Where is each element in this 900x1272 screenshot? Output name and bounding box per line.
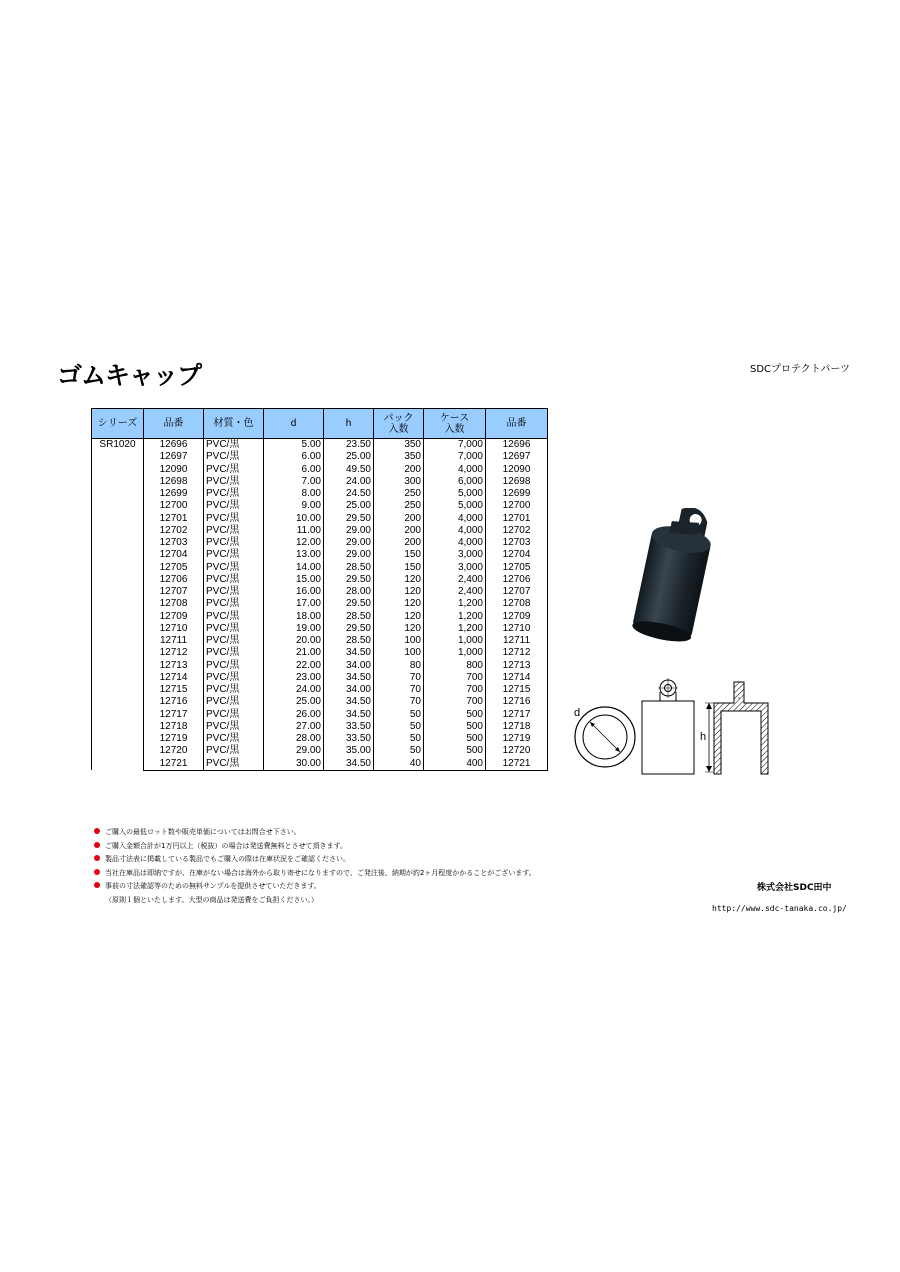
table-cell: PVC/黒 xyxy=(204,537,264,549)
table-cell: 6.00 xyxy=(264,464,324,476)
table-cell: 70 xyxy=(374,672,424,684)
table-cell: 12698 xyxy=(144,476,204,488)
red-dot-icon xyxy=(94,855,100,861)
table-cell: 30.00 xyxy=(264,758,324,771)
table-cell: 120 xyxy=(374,623,424,635)
table-cell: 12706 xyxy=(486,574,548,586)
spec-table xyxy=(91,408,548,771)
table-cell: 12719 xyxy=(144,733,204,745)
table-row xyxy=(92,660,548,672)
table-cell: 3,000 xyxy=(424,549,486,561)
table-cell: 1,000 xyxy=(424,635,486,647)
red-dot-icon xyxy=(94,869,100,875)
table-cell: 24.50 xyxy=(324,488,374,500)
table-cell: 12715 xyxy=(486,684,548,696)
table-cell: 7,000 xyxy=(424,451,486,463)
table-cell: 34.50 xyxy=(324,696,374,708)
table-cell: 12716 xyxy=(144,696,204,708)
table-cell: 100 xyxy=(374,635,424,647)
table-cell: 18.00 xyxy=(264,611,324,623)
table-row xyxy=(92,586,548,598)
table-cell: 500 xyxy=(424,745,486,757)
table-cell: 500 xyxy=(424,709,486,721)
table-cell: 50 xyxy=(374,721,424,733)
table-cell: 12703 xyxy=(144,537,204,549)
table-row xyxy=(92,733,548,745)
table-cell: 700 xyxy=(424,696,486,708)
table-cell: 500 xyxy=(424,733,486,745)
table-row xyxy=(92,525,548,537)
column-header: 材質・色 xyxy=(204,409,264,439)
table-cell: 12700 xyxy=(486,500,548,512)
table-cell: PVC/黒 xyxy=(204,745,264,757)
note-item: 製品寸法表に掲載している製品でもご購入の際は在庫状況をご確認ください。 xyxy=(94,853,536,867)
table-cell: PVC/黒 xyxy=(204,549,264,561)
table-cell: PVC/黒 xyxy=(204,611,264,623)
table-cell: 12717 xyxy=(144,709,204,721)
table-row xyxy=(92,574,548,586)
section-view xyxy=(714,682,768,774)
table-cell: 12720 xyxy=(486,745,548,757)
table-cell: PVC/黒 xyxy=(204,684,264,696)
table-cell: PVC/黒 xyxy=(204,733,264,745)
table-row xyxy=(92,721,548,733)
table-cell: 25.00 xyxy=(324,500,374,512)
table-cell: PVC/黒 xyxy=(204,709,264,721)
table-cell: PVC/黒 xyxy=(204,513,264,525)
table-cell: 23.50 xyxy=(324,439,374,452)
table-cell: 27.00 xyxy=(264,721,324,733)
table-cell: 50 xyxy=(374,733,424,745)
column-header: シリーズ xyxy=(92,409,144,439)
table-cell: 12707 xyxy=(144,586,204,598)
table-row xyxy=(92,439,548,452)
table-cell: 34.50 xyxy=(324,758,374,771)
product-photo xyxy=(615,508,725,650)
red-dot-icon xyxy=(94,882,100,888)
table-cell: 33.50 xyxy=(324,721,374,733)
note-item: 当社在庫品は即納ですが、在庫がない場合は海外から取り寄せになりますので、ご発注後、納期が約2ヶ月程度かかることがございます。 xyxy=(94,867,536,881)
table-cell: 700 xyxy=(424,672,486,684)
table-cell: 40 xyxy=(374,758,424,771)
table-cell: 12709 xyxy=(486,611,548,623)
table-row xyxy=(92,709,548,721)
note-item: 事前の寸法確認等のための無料サンプルを提供させていただきます。 xyxy=(94,880,536,894)
series-cell: SR1020 xyxy=(92,439,144,771)
table-cell: 25.00 xyxy=(324,451,374,463)
company-name: 株式会社SDC田中 xyxy=(757,883,832,893)
table-cell: 15.00 xyxy=(264,574,324,586)
table-cell: 12716 xyxy=(486,696,548,708)
table-cell: PVC/黒 xyxy=(204,647,264,659)
table-cell: 12719 xyxy=(486,733,548,745)
table-cell: 12704 xyxy=(486,549,548,561)
table-row xyxy=(92,684,548,696)
table-cell: 17.00 xyxy=(264,598,324,610)
table-cell: 12707 xyxy=(486,586,548,598)
table-cell: 28.50 xyxy=(324,611,374,623)
table-cell: 1,200 xyxy=(424,623,486,635)
table-cell: 5,000 xyxy=(424,488,486,500)
table-cell: 12714 xyxy=(486,672,548,684)
table-row xyxy=(92,537,548,549)
table-cell: PVC/黒 xyxy=(204,623,264,635)
table-cell: 29.00 xyxy=(324,549,374,561)
table-row xyxy=(92,451,548,463)
table-cell: 350 xyxy=(374,439,424,452)
table-cell: 12721 xyxy=(486,758,548,771)
table-row xyxy=(92,562,548,574)
table-cell: 12703 xyxy=(486,537,548,549)
table-cell: 12712 xyxy=(144,647,204,659)
table-cell: PVC/黒 xyxy=(204,562,264,574)
column-header: h xyxy=(324,409,374,439)
table-row xyxy=(92,488,548,500)
table-cell: 20.00 xyxy=(264,635,324,647)
table-cell: 2,400 xyxy=(424,574,486,586)
table-cell: PVC/黒 xyxy=(204,464,264,476)
table-cell: 1,200 xyxy=(424,598,486,610)
table-cell: 29.00 xyxy=(324,537,374,549)
table-cell: 1,200 xyxy=(424,611,486,623)
column-header: 品番 xyxy=(144,409,204,439)
table-cell: 200 xyxy=(374,513,424,525)
page-title: ゴムキャップ xyxy=(57,361,202,390)
note-item: ご購入の最低ロット数や販売単価についてはお問合せ下さい。 xyxy=(94,826,536,840)
table-cell: 12697 xyxy=(144,451,204,463)
table-cell: 12698 xyxy=(486,476,548,488)
table-cell: PVC/黒 xyxy=(204,635,264,647)
table-row xyxy=(92,500,548,512)
table-cell: 12697 xyxy=(486,451,548,463)
table-cell: PVC/黒 xyxy=(204,525,264,537)
table-cell: PVC/黒 xyxy=(204,574,264,586)
table-cell: PVC/黒 xyxy=(204,721,264,733)
table-cell: 12721 xyxy=(144,758,204,771)
table-row xyxy=(92,549,548,561)
table-cell: 12702 xyxy=(486,525,548,537)
table-row xyxy=(92,476,548,488)
table-cell: 12710 xyxy=(486,623,548,635)
table-cell: PVC/黒 xyxy=(204,598,264,610)
table-cell: 4,000 xyxy=(424,513,486,525)
table-cell: 80 xyxy=(374,660,424,672)
table-cell: 12702 xyxy=(144,525,204,537)
table-cell: 16.00 xyxy=(264,586,324,598)
side-view xyxy=(642,678,694,774)
table-cell: 300 xyxy=(374,476,424,488)
table-cell: 500 xyxy=(424,721,486,733)
table-cell: 1,000 xyxy=(424,647,486,659)
column-header: パック 入数 xyxy=(374,409,424,439)
table-cell: 34.50 xyxy=(324,672,374,684)
table-cell: 6,000 xyxy=(424,476,486,488)
table-cell: 34.50 xyxy=(324,709,374,721)
table-cell: 12696 xyxy=(486,439,548,452)
table-cell: 5.00 xyxy=(264,439,324,452)
table-row xyxy=(92,611,548,623)
table-cell: 29.50 xyxy=(324,623,374,635)
table-cell: 6.00 xyxy=(264,451,324,463)
table-cell: 4,000 xyxy=(424,464,486,476)
table-cell: 22.00 xyxy=(264,660,324,672)
table-row xyxy=(92,745,548,757)
table-cell: 3,000 xyxy=(424,562,486,574)
table-cell: 100 xyxy=(374,647,424,659)
d-label: d xyxy=(574,707,581,719)
table-cell: PVC/黒 xyxy=(204,660,264,672)
table-cell: 4,000 xyxy=(424,525,486,537)
table-row xyxy=(92,598,548,610)
table-cell: 34.00 xyxy=(324,660,374,672)
website-link[interactable]: http://www.sdc-tanaka.co.jp/ xyxy=(712,904,847,913)
column-header: ケース 入数 xyxy=(424,409,486,439)
table-cell: 28.00 xyxy=(264,733,324,745)
table-row xyxy=(92,513,548,525)
table-cell: 49.50 xyxy=(324,464,374,476)
table-cell: 5,000 xyxy=(424,500,486,512)
table-cell: 12701 xyxy=(144,513,204,525)
table-cell: 800 xyxy=(424,660,486,672)
table-cell: 29.50 xyxy=(324,513,374,525)
table-cell: 21.00 xyxy=(264,647,324,659)
table-cell: 12699 xyxy=(144,488,204,500)
table-cell: 200 xyxy=(374,537,424,549)
table-cell: 120 xyxy=(374,611,424,623)
table-cell: 29.50 xyxy=(324,598,374,610)
table-cell: PVC/黒 xyxy=(204,696,264,708)
table-cell: 70 xyxy=(374,684,424,696)
table-cell: 150 xyxy=(374,549,424,561)
table-cell: 2,400 xyxy=(424,586,486,598)
table-cell: 50 xyxy=(374,709,424,721)
table-row xyxy=(92,635,548,647)
dimension-drawing xyxy=(568,678,778,782)
h-dimension xyxy=(700,703,714,772)
table-cell: 12715 xyxy=(144,684,204,696)
table-cell: 29.50 xyxy=(324,574,374,586)
table-row xyxy=(92,758,548,771)
table-cell: 12696 xyxy=(144,439,204,452)
table-row xyxy=(92,623,548,635)
note-extra: （原則１個といたします。大型の商品は発送費をご負担ください。） xyxy=(105,895,318,904)
table-cell: PVC/黒 xyxy=(204,439,264,452)
table-cell: 24.00 xyxy=(264,684,324,696)
table-cell: 12700 xyxy=(144,500,204,512)
table-cell: 28.00 xyxy=(324,586,374,598)
table-cell: PVC/黒 xyxy=(204,451,264,463)
table-cell: 400 xyxy=(424,758,486,771)
table-cell: 350 xyxy=(374,451,424,463)
table-cell: 12.00 xyxy=(264,537,324,549)
table-cell: 29.00 xyxy=(324,525,374,537)
notes-list xyxy=(94,826,536,907)
table-cell: 70 xyxy=(374,696,424,708)
table-cell: PVC/黒 xyxy=(204,758,264,771)
table-cell: 12090 xyxy=(486,464,548,476)
table-cell: 34.50 xyxy=(324,647,374,659)
table-cell: 9.00 xyxy=(264,500,324,512)
table-cell: 12705 xyxy=(144,562,204,574)
table-cell: 12710 xyxy=(144,623,204,635)
table-row xyxy=(92,672,548,684)
table-cell: 12708 xyxy=(144,598,204,610)
table-cell: PVC/黒 xyxy=(204,476,264,488)
table-cell: 12720 xyxy=(144,745,204,757)
table-row xyxy=(92,464,548,476)
table-cell: 23.00 xyxy=(264,672,324,684)
table-cell: 29.00 xyxy=(264,745,324,757)
table-cell: 12090 xyxy=(144,464,204,476)
table-cell: 12701 xyxy=(486,513,548,525)
column-header: 品番 xyxy=(486,409,548,439)
table-cell: 12704 xyxy=(144,549,204,561)
table-cell: PVC/黒 xyxy=(204,500,264,512)
table-cell: 250 xyxy=(374,500,424,512)
table-header-row xyxy=(92,409,548,439)
h-label: h xyxy=(700,731,707,743)
table-cell: 12717 xyxy=(486,709,548,721)
table-row xyxy=(92,696,548,708)
table-cell: PVC/黒 xyxy=(204,586,264,598)
table-cell: 10.00 xyxy=(264,513,324,525)
brand-name: SDCプロテクトパーツ xyxy=(750,364,851,375)
circle-view xyxy=(574,707,635,767)
table-cell: 14.00 xyxy=(264,562,324,574)
table-cell: 12712 xyxy=(486,647,548,659)
table-cell: 26.00 xyxy=(264,709,324,721)
table-cell: 7,000 xyxy=(424,439,486,452)
table-cell: 12709 xyxy=(144,611,204,623)
table-cell: 12706 xyxy=(144,574,204,586)
table-cell: 50 xyxy=(374,745,424,757)
table-cell: 34.00 xyxy=(324,684,374,696)
table-cell: 12718 xyxy=(486,721,548,733)
table-cell: 120 xyxy=(374,574,424,586)
table-cell: 28.50 xyxy=(324,562,374,574)
table-cell: 12714 xyxy=(144,672,204,684)
table-cell: 200 xyxy=(374,464,424,476)
table-cell: 4,000 xyxy=(424,537,486,549)
table-row xyxy=(92,647,548,659)
table-cell: 200 xyxy=(374,525,424,537)
note-item: ご購入金額合計が1万円以上（税抜）の場合は発送費無料とさせて頂きます。 xyxy=(94,840,536,854)
table-cell: PVC/黒 xyxy=(204,488,264,500)
column-header: d xyxy=(264,409,324,439)
table-cell: 35.00 xyxy=(324,745,374,757)
table-cell: 700 xyxy=(424,684,486,696)
table-cell: 24.00 xyxy=(324,476,374,488)
table-cell: 150 xyxy=(374,562,424,574)
table-cell: 7.00 xyxy=(264,476,324,488)
red-dot-icon xyxy=(94,842,100,848)
table-cell: 120 xyxy=(374,598,424,610)
table-cell: 33.50 xyxy=(324,733,374,745)
table-cell: 12713 xyxy=(486,660,548,672)
table-cell: 12708 xyxy=(486,598,548,610)
table-body xyxy=(92,439,548,771)
table-cell: 250 xyxy=(374,488,424,500)
table-cell: 12705 xyxy=(486,562,548,574)
red-dot-icon xyxy=(94,828,100,834)
table-cell: 12711 xyxy=(144,635,204,647)
table-cell: 12711 xyxy=(486,635,548,647)
table-cell: 19.00 xyxy=(264,623,324,635)
table-cell: 11.00 xyxy=(264,525,324,537)
table-cell: 12713 xyxy=(144,660,204,672)
table-cell: 28.50 xyxy=(324,635,374,647)
table-cell: 25.00 xyxy=(264,696,324,708)
table-cell: 120 xyxy=(374,586,424,598)
table-cell: 13.00 xyxy=(264,549,324,561)
table-cell: 12718 xyxy=(144,721,204,733)
table-cell: PVC/黒 xyxy=(204,672,264,684)
table-cell: 8.00 xyxy=(264,488,324,500)
table-cell: 12699 xyxy=(486,488,548,500)
